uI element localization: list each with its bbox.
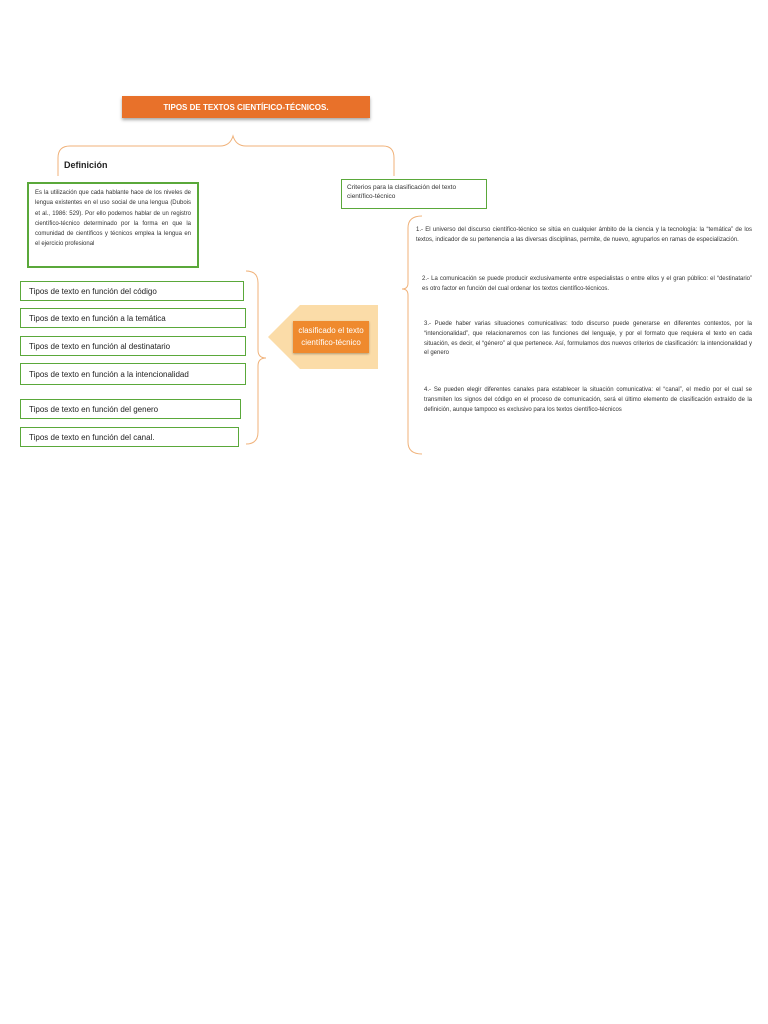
criteria-item-3: 3.- Puede haber varias situaciones comunicativas: todo discurso puede generarse en diferentes contextos, por la “intencionalidad”, que relacionaremos con las funciones del lenguaje, y por el formato que requiera el texto en cada situación, es decir, el “género” al que pertenece. Así, formulamos dos nuevos criterios de clasificación: la intencionalidad y el genero bbox=[424, 321, 752, 357]
criteria-item-4: 4.- Se pueden elegir diferentes canales para establecer la situación comunicativa: el “canal”, el medio por el cual se transmiten los signos del código en el proceso de comunicación, será el último elemento de clasificación extraído de la definición, aunque tampoco es exclusivo para los textos científico-técnicos bbox=[424, 387, 752, 413]
type-box-tematica: Tipos de texto en función a la temática bbox=[20, 308, 246, 328]
criteria-header-box: Criterios para la clasificación del texto científico-técnico bbox=[341, 179, 487, 209]
diagram-title: TIPOS DE TEXTOS CIENTÍFICO-TÉCNICOS. bbox=[122, 96, 370, 118]
type-box-genero: Tipos de texto en función del genero bbox=[20, 399, 241, 419]
title-brace bbox=[58, 136, 394, 176]
type-box-destinatario: Tipos de texto en función al destinatario bbox=[20, 336, 246, 356]
types-bracket bbox=[246, 271, 266, 444]
type-box-canal: Tipos de texto en función del canal. bbox=[20, 427, 239, 447]
criteria-item-2: 2.- La comunicación se puede producir exclusivamente entre especialistas o entre ellos y el gran público: el “destinatario” es otro factor en función del cual ordenar los textos científico-técnicos. bbox=[422, 276, 752, 292]
center-classification-label: clasificado el texto científico-técnico bbox=[293, 321, 369, 353]
criteria-item-1: 1.- El universo del discurso científico-técnico se sitúa en cualquier ámbito de la ciencia y la tecnología: la “temática” de los textos, indicador de su pertenencia a las diversas disciplinas, permite, de nuevo, agruparlos en ramas de especialización. bbox=[416, 227, 752, 243]
type-box-codigo: Tipos de texto en función del código bbox=[20, 281, 244, 301]
type-box-intencionalidad: Tipos de texto en función a la intencionalidad bbox=[20, 363, 246, 385]
definition-label: Definición bbox=[64, 160, 108, 170]
definition-box: Es la utilización que cada hablante hace de los niveles de lengua existentes en el uso social de una lengua (Dubois et al., 1986: 529). Por ello podemos hablar de un registro científico-técnico determinado por la forma en que la comunidad de científicos y técnicos emplea la lengua en el ejercicio profesional bbox=[27, 182, 199, 268]
criteria-bracket bbox=[402, 216, 422, 454]
